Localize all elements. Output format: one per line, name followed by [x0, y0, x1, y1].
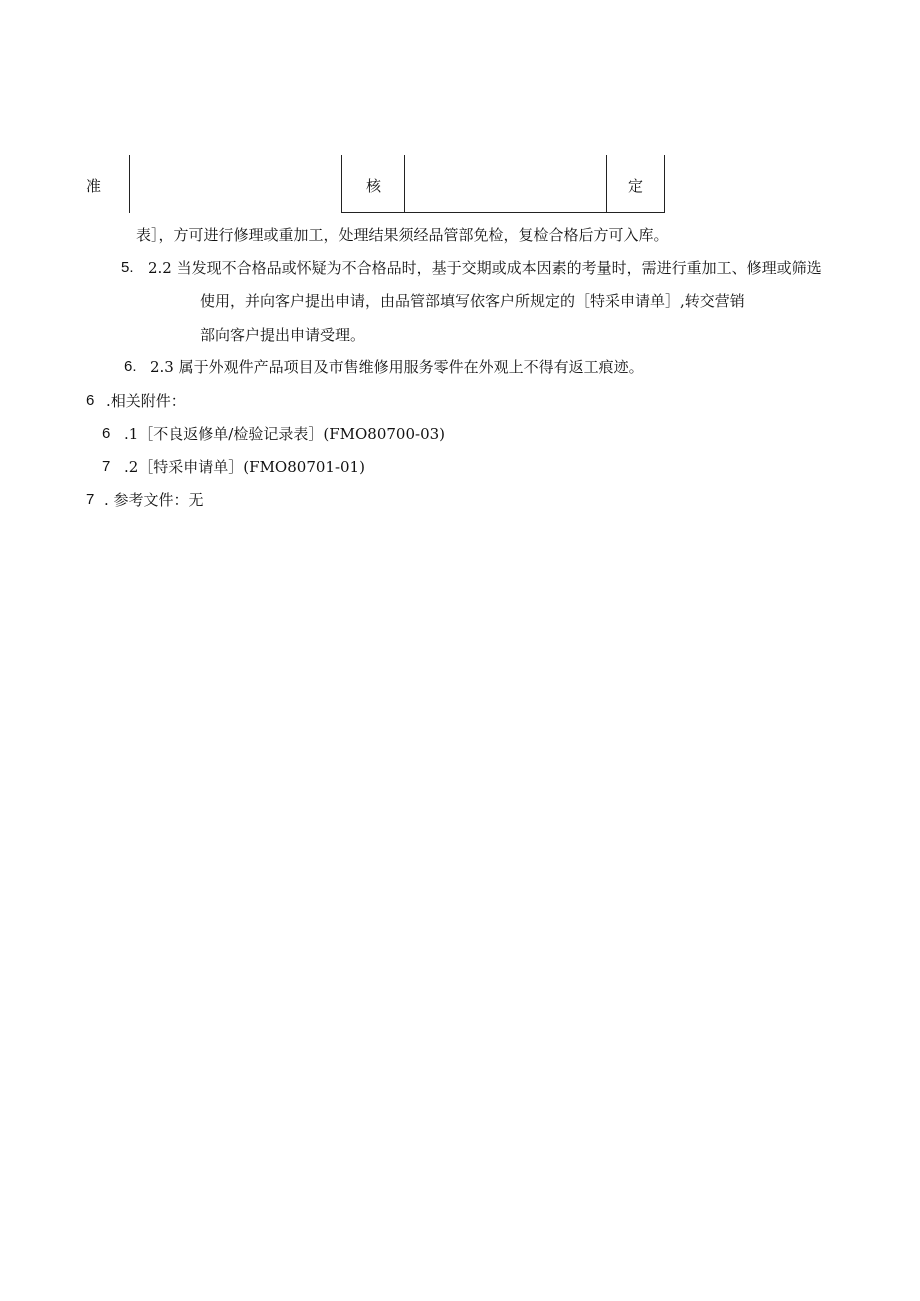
table-cell-set: 定: [628, 177, 644, 195]
table-cell-review: 核: [366, 177, 382, 195]
table-border-col4: [606, 155, 607, 213]
attachment-2-text: .2［特采申请单］(FMO80701-01): [124, 458, 365, 476]
paragraph-continuation: 表］，方可进行修理或重加工，处理结果须经品管部免检，复检合格后方可入库。: [136, 226, 669, 244]
attachment-1-number: 6: [102, 425, 111, 442]
attachment-2-number: 7: [102, 458, 111, 475]
table-cell-approve: 准: [86, 177, 102, 195]
attachment-1-text: .1［不良返修单/检验记录表］(FMO80700-03): [124, 425, 446, 443]
section-6-title: .相关附件：: [106, 392, 186, 410]
table-border-right: [664, 155, 665, 213]
table-border-left: [129, 155, 130, 213]
item-5-number: 5.: [121, 259, 134, 276]
section-6-number: 6: [86, 392, 95, 409]
item-6-text: 2.3 属于外观件产品项目及市售维修用服务零件在外观上不得有返工痕迹。: [150, 358, 644, 376]
table-border-bottom: [341, 212, 665, 213]
item-6-number: 6.: [124, 358, 137, 375]
table-border-col2: [341, 155, 342, 213]
table-border-col3: [404, 155, 405, 213]
item-5-line-3: 部向客户提出申请受理。: [200, 326, 366, 344]
section-7-number: 7: [86, 491, 95, 508]
section-7-text: . 参考文件：无: [104, 491, 204, 509]
item-5-line-1: 2.2 当发现不合格品或怀疑为不合格品时，基于交期或成本因素的考量时，需进行重加工、修理或筛选: [148, 259, 822, 277]
item-5-line-2: 使用，并向客户提出申请，由品管部填写依客户所规定的［特采申请单］,转交营销: [200, 292, 745, 310]
